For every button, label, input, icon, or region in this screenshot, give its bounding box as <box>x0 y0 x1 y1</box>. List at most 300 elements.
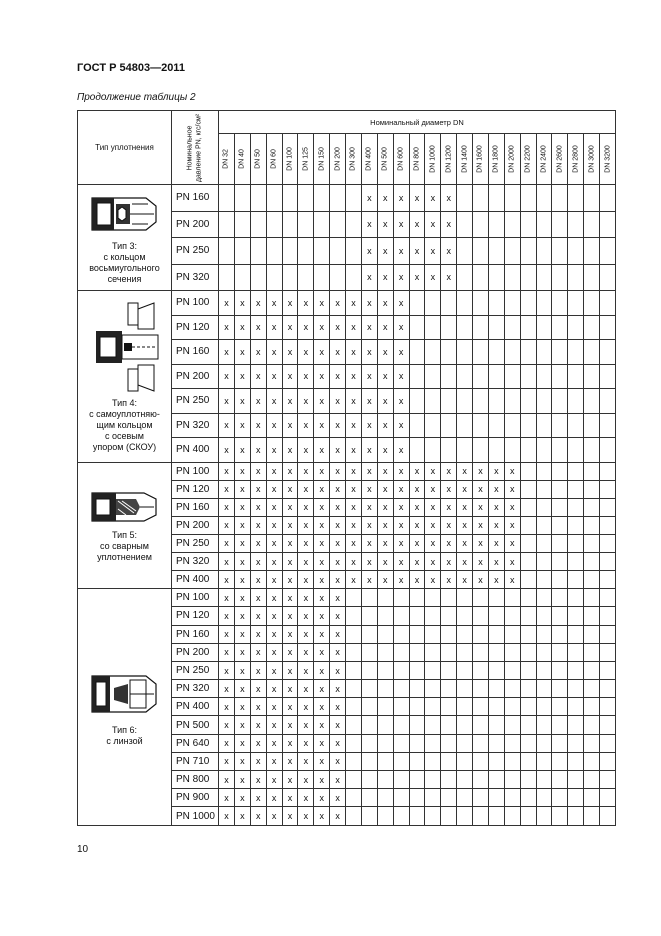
availability-cell: x <box>219 498 235 516</box>
availability-cell <box>520 661 536 679</box>
availability-cell: x <box>488 498 504 516</box>
availability-cell: x <box>314 661 330 679</box>
availability-cell <box>568 716 584 734</box>
availability-cell: x <box>219 462 235 480</box>
availability-cell <box>520 807 536 825</box>
availability-cell: x <box>377 534 393 552</box>
availability-cell: x <box>282 364 298 389</box>
availability-cell: x <box>346 534 362 552</box>
availability-cell: x <box>377 462 393 480</box>
availability-cell <box>568 364 584 389</box>
availability-cell: x <box>234 534 250 552</box>
availability-cell: x <box>282 291 298 316</box>
availability-cell: x <box>361 389 377 414</box>
availability-cell <box>393 752 409 770</box>
availability-cell: x <box>330 643 346 661</box>
availability-cell: x <box>219 340 235 365</box>
availability-cell: x <box>330 498 346 516</box>
availability-cell: x <box>298 498 314 516</box>
availability-cell <box>457 643 473 661</box>
availability-cell: x <box>504 498 520 516</box>
availability-cell: x <box>298 340 314 365</box>
dn-column-header: DN 40 <box>234 134 250 185</box>
availability-cell <box>520 438 536 463</box>
availability-cell: x <box>425 462 441 480</box>
availability-cell: x <box>282 752 298 770</box>
availability-cell <box>552 498 568 516</box>
availability-cell: x <box>457 552 473 570</box>
availability-cell <box>536 789 552 807</box>
availability-cell: x <box>250 413 266 438</box>
availability-cell: x <box>250 291 266 316</box>
availability-cell: x <box>298 315 314 340</box>
availability-cell: x <box>219 364 235 389</box>
availability-cell <box>473 413 489 438</box>
dn-column-header: DN 2200 <box>520 134 536 185</box>
dn-column-header: DN 300 <box>346 134 362 185</box>
dn-column-header: DN 2000 <box>504 134 520 185</box>
availability-cell <box>361 589 377 607</box>
availability-cell <box>457 413 473 438</box>
availability-cell: x <box>298 661 314 679</box>
availability-cell <box>520 480 536 498</box>
availability-cell <box>552 185 568 212</box>
availability-cell: x <box>361 211 377 238</box>
availability-cell <box>536 315 552 340</box>
availability-cell <box>568 340 584 365</box>
availability-cell: x <box>330 480 346 498</box>
availability-cell: x <box>250 516 266 534</box>
availability-cell: x <box>219 680 235 698</box>
availability-cell: x <box>298 716 314 734</box>
availability-cell <box>600 752 616 770</box>
availability-cell <box>504 661 520 679</box>
availability-cell <box>441 698 457 716</box>
availability-cell <box>536 589 552 607</box>
availability-cell <box>568 771 584 789</box>
availability-cell <box>393 661 409 679</box>
availability-cell: x <box>330 534 346 552</box>
availability-cell: x <box>314 752 330 770</box>
availability-cell: x <box>250 716 266 734</box>
availability-cell <box>219 264 235 291</box>
availability-cell <box>409 315 425 340</box>
availability-cell <box>361 716 377 734</box>
availability-cell: x <box>346 552 362 570</box>
availability-cell <box>361 607 377 625</box>
availability-cell <box>473 389 489 414</box>
availability-cell: x <box>266 716 282 734</box>
availability-cell: x <box>282 498 298 516</box>
availability-cell <box>504 698 520 716</box>
availability-cell: x <box>361 516 377 534</box>
availability-cell: x <box>266 389 282 414</box>
availability-cell: x <box>298 643 314 661</box>
availability-cell: x <box>298 480 314 498</box>
availability-cell: x <box>473 534 489 552</box>
availability-cell: x <box>314 462 330 480</box>
availability-cell <box>552 789 568 807</box>
availability-cell <box>473 643 489 661</box>
availability-cell <box>234 211 250 238</box>
availability-cell: x <box>377 364 393 389</box>
availability-cell <box>282 211 298 238</box>
availability-cell <box>409 340 425 365</box>
availability-cell <box>441 413 457 438</box>
availability-cell: x <box>441 516 457 534</box>
availability-cell <box>346 698 362 716</box>
availability-cell: x <box>234 643 250 661</box>
pressure-cell: PN 710 <box>172 752 219 770</box>
availability-cell <box>457 625 473 643</box>
availability-cell <box>584 462 600 480</box>
availability-cell <box>457 661 473 679</box>
availability-cell: x <box>393 291 409 316</box>
availability-cell <box>361 734 377 752</box>
pressure-cell: PN 160 <box>172 340 219 365</box>
availability-cell <box>600 389 616 414</box>
availability-cell: x <box>282 534 298 552</box>
availability-cell: x <box>346 364 362 389</box>
availability-cell <box>473 438 489 463</box>
availability-cell <box>488 807 504 825</box>
availability-cell <box>536 462 552 480</box>
pressure-cell: PN 160 <box>172 625 219 643</box>
dn-column-header: DN 2400 <box>536 134 552 185</box>
availability-cell <box>552 315 568 340</box>
availability-cell <box>600 734 616 752</box>
availability-cell <box>504 807 520 825</box>
table-row <box>78 291 616 316</box>
availability-cell <box>409 438 425 463</box>
availability-cell: x <box>377 413 393 438</box>
availability-cell: x <box>219 643 235 661</box>
dn-column-header: DN 1600 <box>473 134 489 185</box>
availability-cell: x <box>282 643 298 661</box>
availability-cell <box>298 185 314 212</box>
seal-type-header: Тип уплотнения <box>78 111 172 185</box>
availability-cell: x <box>409 211 425 238</box>
availability-cell: x <box>409 185 425 212</box>
availability-cell: x <box>298 607 314 625</box>
availability-cell <box>552 752 568 770</box>
availability-cell <box>409 752 425 770</box>
availability-cell: x <box>377 571 393 589</box>
availability-cell <box>600 264 616 291</box>
availability-cell <box>600 315 616 340</box>
availability-cell <box>552 516 568 534</box>
availability-cell <box>425 589 441 607</box>
availability-cell <box>425 734 441 752</box>
pressure-cell: PN 320 <box>172 680 219 698</box>
availability-cell: x <box>346 291 362 316</box>
availability-cell <box>457 315 473 340</box>
dn-column-header: DN 1200 <box>441 134 457 185</box>
availability-cell <box>584 480 600 498</box>
availability-cell <box>504 716 520 734</box>
availability-cell <box>568 389 584 414</box>
availability-cell <box>250 238 266 265</box>
availability-cell: x <box>346 571 362 589</box>
availability-cell: x <box>314 534 330 552</box>
availability-cell <box>393 589 409 607</box>
availability-cell: x <box>314 571 330 589</box>
dn-column-header: DN 50 <box>250 134 266 185</box>
availability-cell: x <box>393 238 409 265</box>
availability-cell: x <box>266 480 282 498</box>
availability-cell <box>600 211 616 238</box>
availability-cell <box>504 643 520 661</box>
availability-cell: x <box>409 516 425 534</box>
availability-cell <box>568 680 584 698</box>
availability-cell <box>584 315 600 340</box>
availability-cell: x <box>393 571 409 589</box>
availability-cell <box>457 771 473 789</box>
seal-type-cell <box>78 589 172 825</box>
seal-type-cell <box>78 291 172 463</box>
availability-cell <box>473 789 489 807</box>
availability-cell <box>504 340 520 365</box>
availability-cell: x <box>219 589 235 607</box>
availability-cell <box>473 807 489 825</box>
availability-cell: x <box>266 516 282 534</box>
availability-cell <box>536 661 552 679</box>
availability-cell: x <box>219 571 235 589</box>
availability-cell: x <box>330 291 346 316</box>
availability-cell <box>488 315 504 340</box>
availability-cell <box>568 315 584 340</box>
availability-cell: x <box>234 389 250 414</box>
availability-cell: x <box>234 462 250 480</box>
availability-cell: x <box>393 264 409 291</box>
availability-cell <box>568 807 584 825</box>
availability-cell <box>377 807 393 825</box>
pressure-cell: PN 400 <box>172 571 219 589</box>
availability-cell <box>536 752 552 770</box>
availability-cell: x <box>282 716 298 734</box>
availability-cell <box>536 516 552 534</box>
availability-cell <box>409 291 425 316</box>
availability-cell <box>584 238 600 265</box>
availability-cell: x <box>266 462 282 480</box>
availability-cell: x <box>250 771 266 789</box>
availability-cell: x <box>425 552 441 570</box>
availability-cell: x <box>377 315 393 340</box>
availability-cell <box>488 238 504 265</box>
availability-cell <box>425 643 441 661</box>
availability-cell <box>409 716 425 734</box>
availability-cell: x <box>346 413 362 438</box>
availability-cell <box>552 625 568 643</box>
availability-cell <box>219 238 235 265</box>
availability-cell <box>536 607 552 625</box>
availability-cell <box>552 438 568 463</box>
availability-cell <box>536 498 552 516</box>
availability-cell <box>409 364 425 389</box>
availability-cell: x <box>504 534 520 552</box>
availability-cell <box>441 364 457 389</box>
availability-cell: x <box>409 480 425 498</box>
availability-cell: x <box>377 291 393 316</box>
availability-cell <box>425 752 441 770</box>
availability-cell <box>393 643 409 661</box>
availability-cell <box>346 734 362 752</box>
availability-cell: x <box>330 413 346 438</box>
availability-cell <box>473 315 489 340</box>
availability-cell <box>346 185 362 212</box>
availability-cell <box>425 661 441 679</box>
availability-cell <box>441 643 457 661</box>
availability-cell <box>600 789 616 807</box>
availability-cell: x <box>377 552 393 570</box>
availability-cell: x <box>282 315 298 340</box>
dn-column-header: DN 500 <box>377 134 393 185</box>
availability-cell <box>520 498 536 516</box>
availability-cell: x <box>282 589 298 607</box>
availability-cell: x <box>361 480 377 498</box>
availability-cell: x <box>314 389 330 414</box>
availability-cell: x <box>361 291 377 316</box>
availability-cell <box>377 734 393 752</box>
page-number: 10 <box>77 844 89 855</box>
availability-cell: x <box>473 462 489 480</box>
pressure-cell: PN 320 <box>172 413 219 438</box>
availability-cell: x <box>266 607 282 625</box>
availability-cell <box>346 661 362 679</box>
availability-cell <box>520 625 536 643</box>
availability-cell <box>298 264 314 291</box>
availability-cell <box>536 438 552 463</box>
availability-cell: x <box>377 211 393 238</box>
availability-cell <box>536 534 552 552</box>
availability-cell <box>600 698 616 716</box>
availability-cell <box>504 211 520 238</box>
availability-cell <box>504 438 520 463</box>
availability-cell <box>520 771 536 789</box>
availability-cell <box>488 734 504 752</box>
availability-cell <box>568 752 584 770</box>
availability-cell <box>600 413 616 438</box>
availability-cell: x <box>282 571 298 589</box>
availability-cell <box>377 698 393 716</box>
availability-cell <box>520 238 536 265</box>
availability-cell: x <box>346 340 362 365</box>
availability-cell: x <box>346 315 362 340</box>
dn-column-header: DN 800 <box>409 134 425 185</box>
availability-cell: x <box>250 480 266 498</box>
availability-cell <box>552 211 568 238</box>
availability-cell: x <box>266 552 282 570</box>
availability-cell <box>234 185 250 212</box>
availability-cell <box>377 752 393 770</box>
availability-cell: x <box>314 291 330 316</box>
availability-cell <box>377 625 393 643</box>
availability-cell <box>377 589 393 607</box>
availability-cell: x <box>409 498 425 516</box>
availability-cell: x <box>314 716 330 734</box>
availability-cell: x <box>250 364 266 389</box>
availability-cell: x <box>298 734 314 752</box>
availability-cell: x <box>234 438 250 463</box>
availability-cell: x <box>314 498 330 516</box>
availability-cell <box>441 752 457 770</box>
availability-cell: x <box>425 571 441 589</box>
availability-cell: x <box>393 340 409 365</box>
availability-cell: x <box>266 789 282 807</box>
dn-column-header: DN 32 <box>219 134 235 185</box>
availability-cell: x <box>361 364 377 389</box>
availability-cell <box>457 340 473 365</box>
availability-cell: x <box>219 438 235 463</box>
availability-cell <box>600 364 616 389</box>
availability-cell <box>457 389 473 414</box>
table-row <box>78 462 616 480</box>
availability-cell: x <box>377 340 393 365</box>
availability-cell: x <box>314 480 330 498</box>
availability-cell: x <box>488 462 504 480</box>
availability-cell: x <box>234 315 250 340</box>
availability-cell: x <box>441 498 457 516</box>
availability-cell <box>361 625 377 643</box>
availability-cell: x <box>250 438 266 463</box>
availability-cell <box>552 552 568 570</box>
availability-cell <box>504 752 520 770</box>
availability-cell <box>473 771 489 789</box>
pressure-cell: PN 160 <box>172 498 219 516</box>
availability-cell <box>266 264 282 291</box>
availability-cell <box>520 607 536 625</box>
availability-cell <box>520 643 536 661</box>
availability-cell: x <box>473 480 489 498</box>
availability-cell: x <box>250 552 266 570</box>
availability-cell <box>584 771 600 789</box>
availability-cell: x <box>266 534 282 552</box>
availability-cell <box>441 771 457 789</box>
availability-cell <box>488 698 504 716</box>
availability-cell <box>457 807 473 825</box>
availability-cell: x <box>250 661 266 679</box>
availability-cell <box>473 340 489 365</box>
availability-cell <box>346 589 362 607</box>
availability-cell <box>346 211 362 238</box>
availability-cell <box>282 238 298 265</box>
availability-cell <box>314 185 330 212</box>
availability-cell <box>584 438 600 463</box>
availability-cell <box>473 734 489 752</box>
availability-cell: x <box>266 571 282 589</box>
availability-cell <box>520 552 536 570</box>
availability-cell <box>441 291 457 316</box>
availability-cell <box>425 413 441 438</box>
availability-cell <box>393 789 409 807</box>
availability-cell <box>361 771 377 789</box>
availability-cell: x <box>234 661 250 679</box>
availability-cell <box>346 643 362 661</box>
availability-cell <box>504 185 520 212</box>
availability-cell <box>441 438 457 463</box>
pressure-cell: PN 400 <box>172 438 219 463</box>
availability-cell: x <box>409 534 425 552</box>
dn-column-header: DN 150 <box>314 134 330 185</box>
availability-cell: x <box>425 534 441 552</box>
availability-cell <box>473 716 489 734</box>
seal-type-label: Тип 5: со сварным уплотнением <box>97 530 152 563</box>
availability-cell: x <box>234 698 250 716</box>
availability-cell <box>457 211 473 238</box>
availability-cell <box>441 389 457 414</box>
availability-cell <box>377 607 393 625</box>
availability-cell: x <box>361 552 377 570</box>
